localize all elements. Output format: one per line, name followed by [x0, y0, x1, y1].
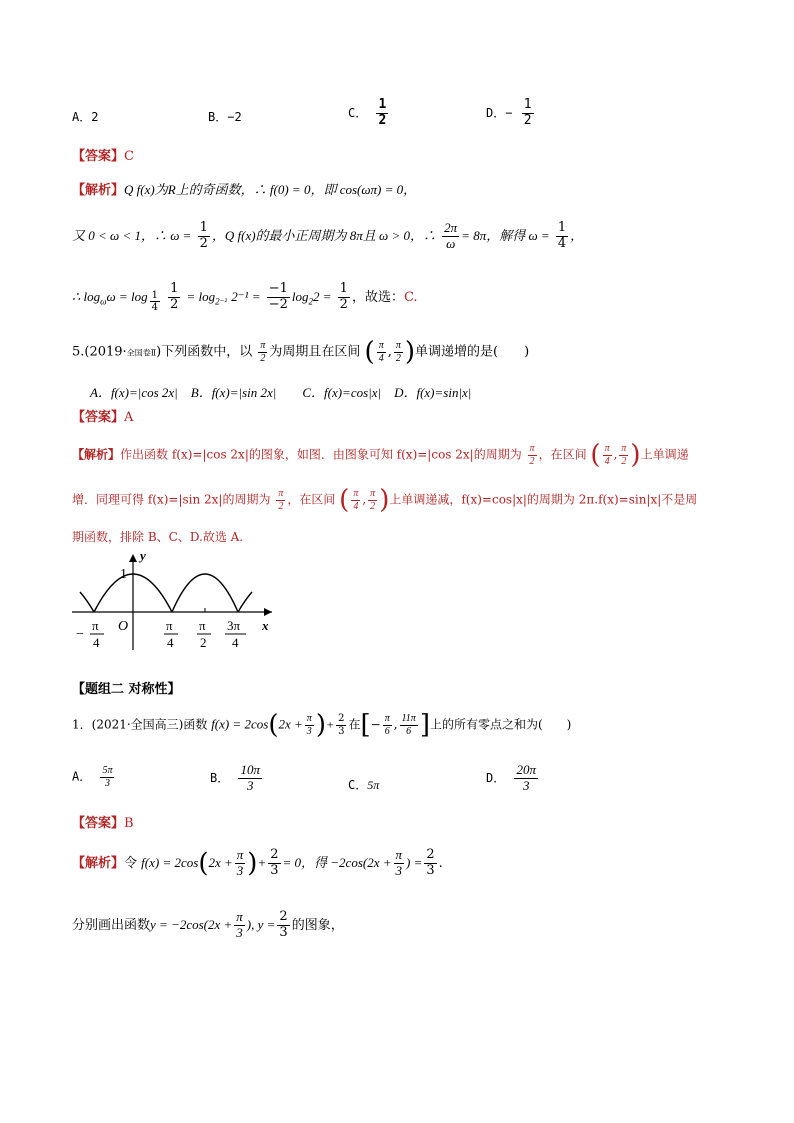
q4-analysis-line3: ∴ $\log_\omega\omega = \log$ $_{\frac{1}{4}}$ $\frac{1}{2}$ = $\log_{2^{-2}} 2^{-1}$ = $\frac{-1}{-2}$ $\log_22$ = $\frac{1}{2}$ ，故选：C. [72, 281, 418, 314]
curve-tail-right [238, 592, 252, 612]
q5-answer: 【答案】A [72, 410, 134, 425]
q5-stem: 5.(2019·全国卷Ⅱ)下列函数中，以 $\frac{\pi}{2}$ 为周期且在区间 ( $\frac{\pi}{4}$ , $\frac{\pi}{2}$ )单调递增的是( ) [72, 337, 530, 367]
t2-den: 4 [167, 635, 174, 650]
t2-num: π [166, 618, 173, 633]
q5-analysis-line2: 增．同理可得 f(x)=|sin 2x|的周期为 $\frac{\pi}{2}$ ，在区间 ( $\frac{\pi}{4}$ , $\frac{\pi}{2}$ )上单调递减，f(x)=cos|x|的周期为 2π.f(x)=sin|x|不是周 [72, 485, 698, 515]
section-title: 【题组二 对称性】 [72, 682, 181, 697]
t3-den: 2 [200, 635, 207, 650]
q4-option-a: A．2 [72, 110, 99, 124]
q4-analysis-line2: 又 0 < ω < 1，∴ ω = $\frac{1}{2}$ ，Q f(x)的最小正周期为 8π且 ω > 0，∴ $\frac{2\pi}{\omega}$ = 8π，解得 ω = $\frac{1}{4}$ ， [72, 220, 584, 251]
curve-tail-left [80, 592, 94, 612]
curve-arch-2 [172, 574, 238, 612]
q4-option-b: B．−2 [208, 110, 242, 124]
q4-analysis-line1: 【解析】Q f(x)为R上的奇函数，∴ f(0) = 0，即 cos(ωπ) = 0， [72, 182, 417, 198]
t3-num: π [199, 618, 206, 633]
neg-sign: − [76, 627, 84, 642]
q5-analysis-line1: 【解析】作出函数 f(x)=|cos 2x|的图象，如图．由图象可知 f(x)=|cos 2x|的周期为 $\frac{\pi}{2}$ ，在区间 ( $\frac{\pi}{4}$ , $\frac{\pi}{2}$ )上单调递 [72, 440, 689, 470]
q1-analysis-line2: 分别画出函数y = −2cos(2x + $\frac{\pi}{3}$ ), y = $\frac{2}{3}$ 的图象， [72, 909, 344, 940]
q5-analysis-line3: 期函数，排除 B、C、D.故选 A. [72, 530, 244, 544]
q1-option-c: C．5π [348, 778, 380, 792]
t4-num: 3π [227, 618, 241, 633]
q1-option-d: D． $\frac{20\pi}{3}$ [486, 762, 536, 793]
t1-num: π [92, 618, 99, 633]
q1-answer: 【答案】B [72, 816, 134, 831]
x-label: x [262, 618, 269, 633]
q5-options: A．f(x)=|cos 2x| B．f(x)=|sin 2x| C．f(x)=cos|x| D．f(x)=sin|x| [90, 385, 472, 400]
x-axis-arrow [264, 608, 272, 616]
q1-option-b: B． $\frac{10\pi}{3}$ [210, 762, 260, 793]
q1-stem: 1．(2021·全国高三)函数 f(x) = 2cos(2x + $\frac{\pi}{3}$ )+ $\frac{2}{3}$ 在[− $\frac{\pi}{6}$ , $\frac{11\pi}{6}$ ]上的所有零点之和为( ) [72, 710, 572, 740]
origin-label: O [118, 619, 129, 634]
abs-cos-graph [60, 550, 290, 660]
t1-den: 4 [93, 635, 100, 650]
q4-answer: 【答案】C [72, 149, 134, 164]
q4-option-c: C． $\frac{1}{2}$ [348, 97, 387, 128]
q1-option-a: A． $\frac{5\pi}{3}$ [72, 765, 113, 789]
y-axis-arrow [129, 554, 137, 562]
t4-den: 4 [232, 635, 239, 650]
q4-option-d: D．− $\frac{1}{2}$ [486, 97, 532, 128]
q1-analysis-line1: 【解析】令 f(x) = 2cos(2x + $\frac{\pi}{3}$ )+ $\frac{2}{3}$ = 0，得 −2cos(2x + $\frac{\pi}{3}$ ) = $\frac{2}{3}$ . [72, 847, 443, 879]
y-tick-1: 1 [120, 567, 127, 582]
y-label: y [140, 550, 146, 563]
